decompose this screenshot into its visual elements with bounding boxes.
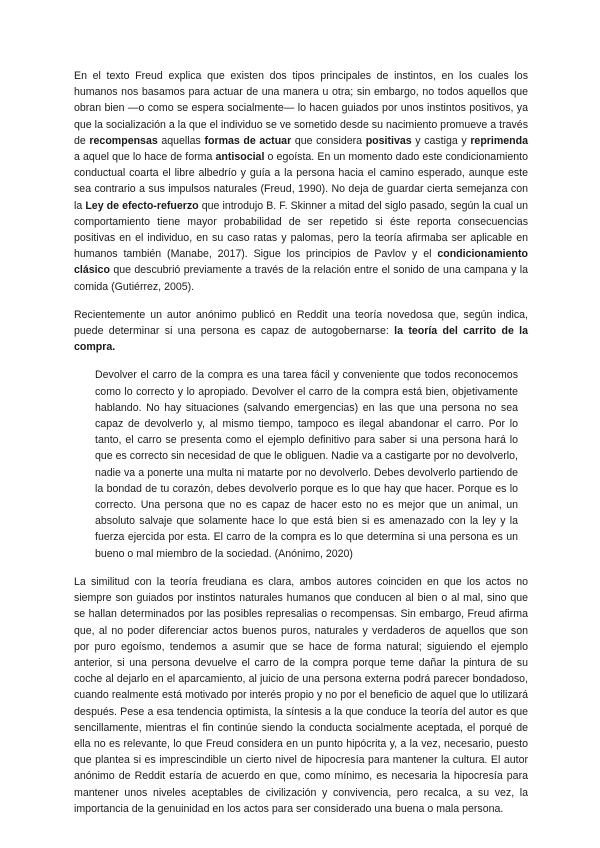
text-run: que introdujo B. F. Skinner a mitad del siglo pasado, según la cual un comportamiento tiene mayor probabilidad de ser repetido si éste reporta consecuencias positivas en el individuo, en su caso ratas y palomas, pero la teoría afirmaba ser aplicable en humanos también (Manabe, 2017). Sigue los principios de Pavlov y el [74, 199, 528, 261]
text-run: a aquel que lo hace de forma [74, 151, 216, 164]
text-run: y castiga y [411, 134, 471, 147]
paragraph-freud-instincts [74, 68, 528, 295]
text-run: En el texto Freud explica que existen dos tipos principales de instintos, en los cuales los humanos nos basamos para actuar de una manera u otra; sin embargo, no todos aquellos que obran bien —o como se espera socialmente— lo hacen guiados por unos instintos positivos, ya que la socialización a la que el individuo se ve sometido desde su nacimiento promueve a través de [74, 70, 528, 147]
quote-text: Devolver el carro de la compra es una tarea fácil y conveniente que todos reconocemos como lo correcto y lo apropiado. Devolver el carro de la compra está bien, objetivamente hablando. No hay situaciones (salvando emergencias) en las que una persona no sea capaz de devolverlo y, al mismo tiempo, tampoco es ilegal abandonar el carro. Por lo tanto, el carro se presenta como el ejemplo definitivo para saber si una persona hará lo que es correcto sin necesidad de que le obliguen. Nadie va a castigarte por no devolverlo, nadie va a ponerte una multa ni matarte por no devolverlo. Debes devolverlo partiendo de la bondad de tu corazón, debes devolverlo porque es lo que hay que hacer. Porque es lo correcto. Una persona que no es capaz de hacer esto no es mejor que un animal, un absoluto salvaje que solamente hace lo que está bien si es amenazado con la ley y la fuerza ejercida por esta. El carro de la compra es lo que determina si una persona es un bueno o mal miembro de la sociedad. (Anónimo, 2020) [95, 369, 518, 560]
text-run: que descubrió previamente a través de la relación entre el sonido de una campana y la comida (Gutiérrez, 2005). [74, 264, 528, 293]
bold-term-formas-de-actuar: formas de actuar [204, 134, 292, 147]
text-run: que considera [291, 134, 366, 147]
bold-term-condicionamiento-clasico: condicionamiento clásico [74, 248, 528, 277]
bold-term-antisocial: antisocial [215, 151, 265, 164]
block-quote [74, 367, 528, 561]
bold-term-ley-efecto-refuerzo: Ley de efecto-refuerzo [85, 199, 199, 212]
bold-term-teoria-carrito: la teoría del carrito de la compra. [74, 325, 529, 354]
bold-term-positivas: positivas [365, 134, 412, 147]
text-run: Recientemente un autor anónimo publicó en Reddit una teoría novedosa que, según indica, puede determinar si una persona es capaz de autogobernarse: [74, 308, 528, 338]
text-run: o egoísta. En un momento dado este condicionamiento conductual coarta el libre albedrío y guía a la persona hacia el camino esperado, aunque este sea contrario a sus impulsos naturales (Freud, 1990). No deja de guardar cierta semejanza con la [74, 151, 528, 212]
paragraph-reddit-theory [74, 307, 528, 356]
bold-term-recompensas: recompensas [89, 134, 158, 147]
bold-term-reprimenda: reprimenda [470, 134, 529, 147]
paragraph-comparison: La similitud con la teoría freudiana es clara, ambos autores coinciden en que los actos no siempre son guiados por instintos naturales humanos que conducen al bien o al mal, sino que se hallan determinados por las posibles represalias o recompensas. Sin embargo, Freud afirma que, al no poder diferenciar actos buenos puros, naturales y verdaderos de aquellos que son por puro egoísmo, tendemos a asumir que se hace de forma natural; siguiendo el ejemplo anterior, si una persona devuelve el carro de la compra porque teme dañar la pintura de su coche al dejarlo en el aparcamiento, al juicio de una persona externa podrá parecer bondadoso, cuando realmente está motivado por interés propio y no por el beneficio de aquel que lo utilizará después. Pese a esa tendencia optimista, la síntesis a la que conduce la teoría del autor es que sencillamente, mientras el fin continúe siendo la conducta socialmente aceptada, el porqué de ella no es relevante, lo que Freud considera en un punto hipócrita y, a la vez, necesario, puesto que plantea si es imprescindible un cierto nivel de hipocresía para mantener la cultura. El autor anónimo de Reddit estaría de acuerdo en que, como mínimo, es necesaria la hipocresía para mantener unos niveles aceptables de civilización y convivencia, pero recalca, a su vez, la importancia de la genuinidad en los actos para ser considerado una buena o mala persona. [74, 575, 528, 815]
text-run: aquellas [157, 134, 205, 147]
